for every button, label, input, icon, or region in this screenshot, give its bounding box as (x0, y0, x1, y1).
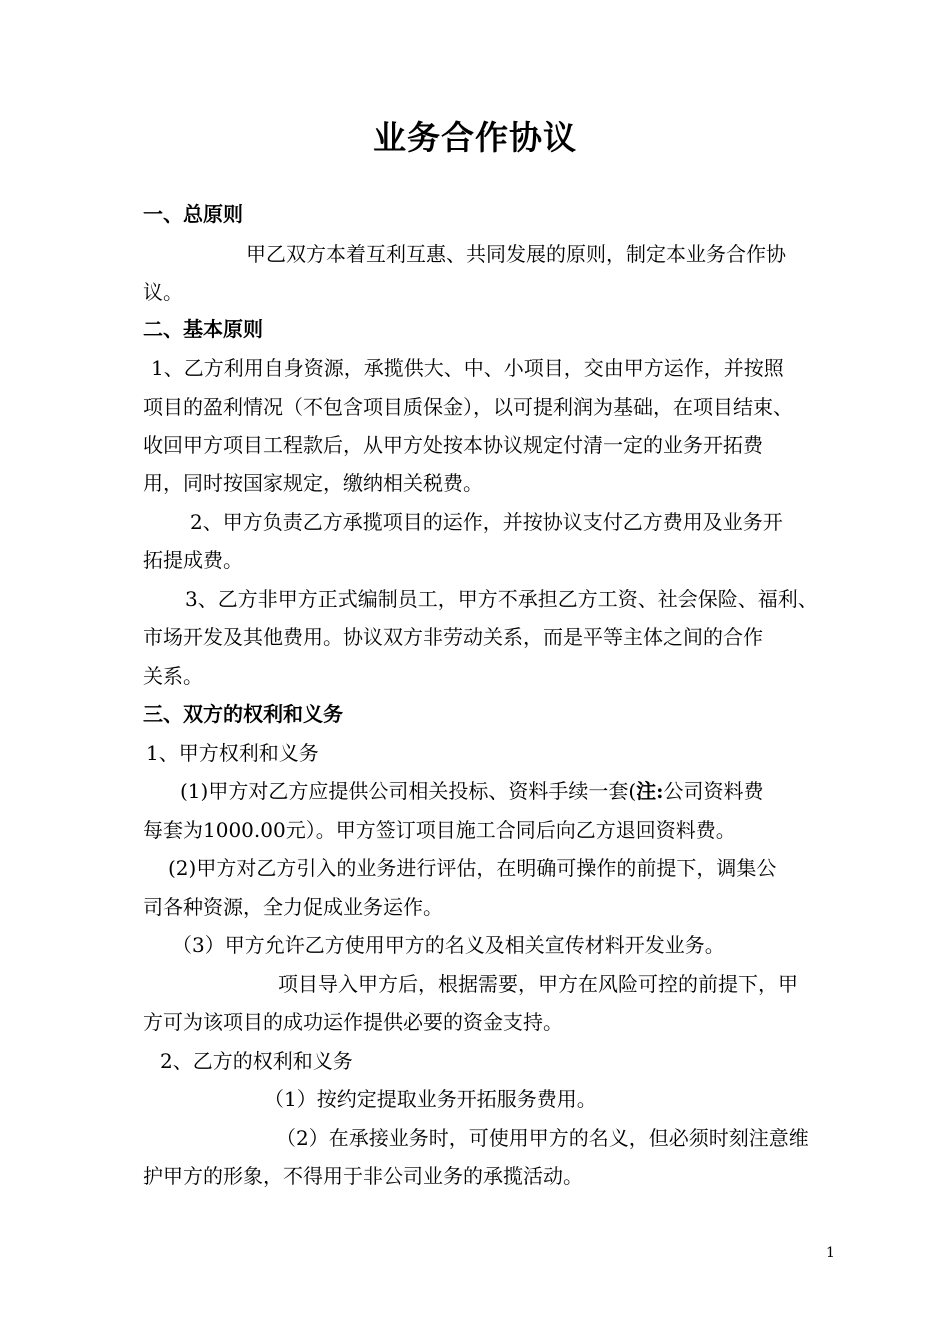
subsection-heading: 2、乙方的权利和义务 (160, 1049, 353, 1073)
paragraph-line: （1）按约定提取业务开拓服务费用。 (264, 1087, 597, 1111)
section-1-heading: 一、总原则 (143, 202, 243, 226)
paragraph-line: 司各种资源，全力促成业务运作。 (143, 895, 443, 919)
paragraph-line: 议。 (143, 280, 183, 304)
paragraph-line: 1、乙方利用自身资源，承揽供大、中、小项目，交由甲方运作，并按照 (151, 356, 784, 380)
paragraph-line: 项目的盈利情况（不包含项目质保金），以可提利润为基础，在项目结束、 (143, 395, 793, 419)
paragraph-line: 每套为1000.00元）。甲方签订项目施工合同后向乙方退回资料费。 (143, 818, 736, 842)
paragraph-line: 2、甲方负责乙方承揽项目的运作，并按协议支付乙方费用及业务开 (190, 510, 783, 534)
page-number: 1 (826, 1245, 835, 1261)
paragraph-line (180, 777, 764, 805)
paragraph-line: 方可为该项目的成功运作提供必要的资金支持。 (143, 1010, 563, 1034)
paragraph-line: 市场开发及其他费用。协议双方非劳动关系，而是平等主体之间的合作 (143, 625, 763, 649)
paragraph-line: 关系。 (143, 664, 203, 688)
paragraph-line: 拓提成费。 (143, 548, 243, 572)
paragraph-line: 甲乙双方本着互利互惠、共同发展的原则，制定本业务合作协 (246, 242, 786, 266)
subsection-heading: 1、甲方权利和义务 (146, 741, 319, 765)
note-label: 注: (636, 779, 664, 803)
item-text: 公司资料费 (663, 779, 764, 803)
paragraph-line: 护甲方的形象，不得用于非公司业务的承揽活动。 (143, 1164, 583, 1188)
paragraph-line: 项目导入甲方后，根据需要，甲方在风险可控的前提下，甲 (278, 972, 798, 996)
paragraph-line: （2）在承接业务时，可使用甲方的名义，但必须时刻注意维 (276, 1126, 809, 1150)
item-text: (1)甲方对乙方应提供公司相关投标、资料手续一套( (180, 779, 637, 803)
paragraph-line: 3、乙方非甲方正式编制员工，甲方不承担乙方工资、社会保险、福利、 (185, 587, 818, 611)
section-2-heading: 二、基本原则 (143, 317, 263, 341)
paragraph-line: (2)甲方对乙方引入的业务进行评估，在明确可操作的前提下，调集公 (168, 856, 777, 880)
paragraph-line: （3）甲方允许乙方使用甲方的名义及相关宣传材料开发业务。 (172, 933, 725, 957)
paragraph-line: 收回甲方项目工程款后，从甲方处按本协议规定付清一定的业务开拓费 (143, 433, 763, 457)
paragraph-line: 用，同时按国家规定，缴纳相关税费。 (143, 471, 483, 495)
document-title: 业务合作协议 (373, 118, 577, 157)
section-3-heading: 三、双方的权利和义务 (143, 702, 343, 726)
